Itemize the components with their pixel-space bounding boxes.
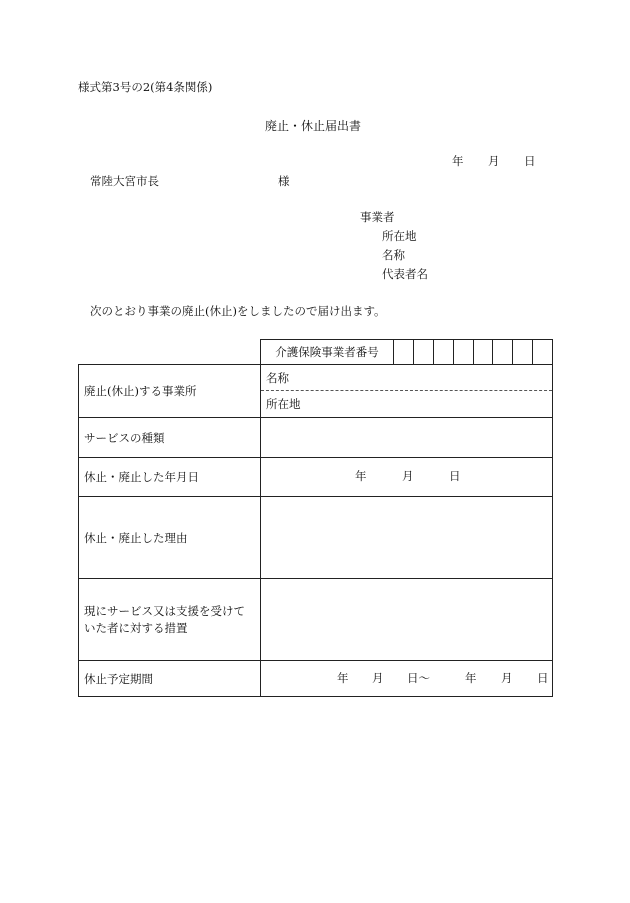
date-year: 年: [355, 469, 367, 483]
measures-label: 現にサービス又は支援を受けていた者に対する措置: [79, 579, 261, 661]
applicant-address-label: 所在地: [382, 229, 417, 243]
measures-row: [79, 579, 553, 661]
period-from-day: 日～: [407, 671, 430, 685]
date-label: 休止・廃止した年月日: [79, 458, 261, 497]
reason-field[interactable]: [261, 497, 553, 579]
period-field[interactable]: [261, 661, 553, 697]
digit-box[interactable]: [532, 340, 552, 364]
period-from-year: 年: [337, 671, 349, 685]
digit-box[interactable]: [512, 340, 532, 364]
digit-box[interactable]: [413, 340, 433, 364]
document-title: 廃止・休止届出書: [265, 119, 362, 133]
period-to-year: 年: [465, 671, 477, 685]
period-to-month: 月: [501, 671, 513, 685]
digit-box[interactable]: [453, 340, 473, 364]
service-type-label: サービスの種類: [79, 418, 261, 458]
provider-number-digit-boxes[interactable]: [393, 340, 552, 364]
applicant-label: 事業者: [360, 210, 395, 224]
period-row: [79, 661, 553, 697]
digit-box[interactable]: [393, 340, 413, 364]
facility-address-label: 所在地: [266, 397, 301, 411]
intro-text: 次のとおり事業の廃止(休止)をしましたので届け出ます。: [90, 304, 386, 318]
facility-label: 廃止(休止)する事業所: [79, 365, 261, 418]
provider-number-row: [79, 340, 553, 365]
facility-cell: [261, 365, 553, 418]
facility-address-field[interactable]: [261, 391, 552, 417]
period-label: 休止予定期間: [79, 661, 261, 697]
blank-cell: [79, 340, 261, 365]
service-type-row: [79, 418, 553, 458]
date-month: 月: [402, 469, 414, 483]
date-row: [79, 458, 553, 497]
form-number: 様式第3号の2(第4条関係): [78, 80, 213, 94]
date-year-label: 年: [452, 154, 464, 168]
applicant-representative-label: 代表者名: [382, 267, 428, 281]
applicant-name-label: 名称: [382, 248, 405, 262]
reason-label: 休止・廃止した理由: [79, 497, 261, 579]
facility-name-field[interactable]: [261, 365, 552, 391]
digit-box[interactable]: [492, 340, 512, 364]
addressee: 常陸大宮市長: [90, 174, 159, 188]
measures-field[interactable]: [261, 579, 553, 661]
digit-box[interactable]: [473, 340, 493, 364]
date-day-label: 日: [524, 154, 536, 168]
provider-number-label: 介護保険事業者番号: [275, 345, 379, 359]
facility-row: [79, 365, 553, 418]
honorific: 様: [278, 174, 290, 188]
period-from-month: 月: [372, 671, 384, 685]
notification-table: [78, 339, 553, 697]
date-month-label: 月: [488, 154, 500, 168]
period-to-day: 日: [537, 671, 549, 685]
provider-number-cell: [261, 340, 553, 365]
service-type-field[interactable]: [261, 418, 553, 458]
date-day: 日: [449, 469, 461, 483]
digit-box[interactable]: [433, 340, 453, 364]
date-field[interactable]: [261, 458, 553, 497]
reason-row: [79, 497, 553, 579]
facility-name-label: 名称: [266, 370, 289, 385]
